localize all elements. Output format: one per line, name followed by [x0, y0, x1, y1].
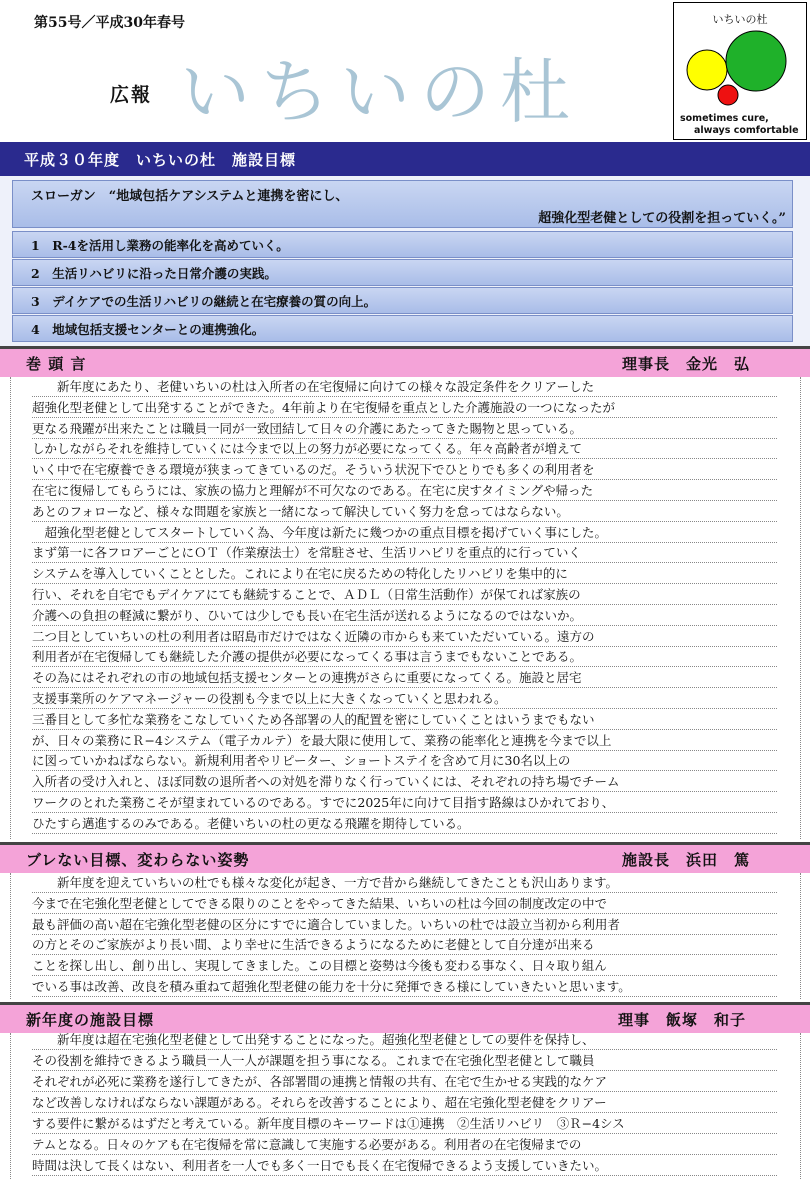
section-title: ブレない目標、変わらない姿勢 [26, 851, 250, 869]
logo-red-circle [718, 85, 738, 105]
goal-item [12, 315, 793, 342]
body-line: 利用者が在宅復帰しても継続した介護の提供が必要になってくる事は言うまでもないことである。 [32, 647, 777, 667]
border-right [800, 377, 801, 839]
goals-heading: 平成３０年度 いちいの杜 施設目標 [24, 151, 297, 169]
section-header-foreword [0, 346, 810, 377]
body-line: 新年度は超在宅強化型老健として出発することになった。超強化型老健としての要件を保持し、 [32, 1030, 777, 1050]
body-line: あとのフォローなど、様々な問題を家族と一緒になって解決していく努力を怠ってはならない。 [32, 502, 777, 522]
section-author: 施設長 浜田 篤 [621, 851, 750, 869]
logo-green-circle [726, 31, 786, 91]
logo-tagline-2: always comfortable [694, 125, 799, 136]
border-left [10, 873, 11, 999]
slogan-box [12, 180, 793, 228]
body-line: まず第一に各フロアーごとにＯＴ（作業療法士）を常駐させ、生活リハビリを重点的に行っていく [32, 543, 777, 563]
border-left [10, 377, 11, 839]
body-line: 最も評価の高い超在宅強化型老健の区分にすでに適合していました。いちいの杜では設立当初から利用者 [32, 915, 777, 935]
body-line: 支援事業所のケアマネージャーの役割も今まで以上に大きくなっていくと思われる。 [32, 689, 777, 709]
body-line: 新年度にあたり、老健いちいの杜は入所者の在宅復帰に向けての様々な設定条件をクリアーした [32, 377, 777, 397]
section-header-director [0, 842, 810, 873]
issue-number: 第55号／平成30年春号 [34, 15, 185, 31]
body-line: ひたすら邁進するのみである。老健いちいの杜の更なる飛躍を期待している。 [32, 814, 777, 834]
goal-item [12, 259, 793, 286]
logo-tagline-1: sometimes cure, [680, 113, 769, 124]
body-line: が、日々の業務にＲ−4システム（電子カルテ）を最大限に使用して、業務の能率化と連携を今まで以上 [32, 731, 777, 751]
body-line: 三番目として多忙な業務をこなしていくため各部署の人的配置を密にしていくことはいうまでもない [32, 710, 777, 730]
body-line: 超強化型老健としてスタートしていく為、今年度は新たに幾つかの重点目標を掲げていく事にした。 [32, 523, 777, 543]
slogan-line-2: 超強化型老健としての役割を担っていく。” [538, 211, 786, 226]
body-line: テムとなる。日々のケアも在宅復帰を常に意識して実施する必要がある。利用者の在宅復帰までの [32, 1135, 777, 1155]
section-author: 理事 飯塚 和子 [617, 1011, 746, 1029]
facility-logo [673, 2, 807, 140]
body-line: その為にはそれぞれの市の地域包括支援センターとの連携がさらに重要になってくる。施設と居宅 [32, 668, 777, 688]
section-title: 巻 頭 言 [26, 355, 87, 373]
goals-header-band [0, 142, 810, 176]
body-line: の方とそのご家族がより長い間、より幸せに生活できるようになるために老健として自分達が出来る [32, 935, 777, 955]
body-line: 超強化型老健として出発することができた。4年前より在宅復帰を重点とした介護施設の一つになったが [32, 398, 777, 418]
border-right [800, 873, 801, 999]
goal-item-text: 3 デイケアでの生活リハビリの継続と在宅療養の質の向上。 [31, 294, 377, 309]
body-line: システムを導入していくこととした。これにより在宅に戻るための特化したリハビリを集中的に [32, 564, 777, 584]
section-title: 新年度の施設目標 [26, 1011, 155, 1029]
body-line: ワークのとれた業務こそが望まれているのである。すでに2025年に向けて目指す路線はひかれており、 [32, 793, 777, 813]
body-line: その役割を維持できるよう職員一人一人が課題を担う事になる。これまで在宅強化型老健として職員 [32, 1051, 777, 1071]
border-right [800, 1033, 801, 1179]
body-line: しかしながらそれを維持していくには今まで以上の努力が必要になってくる。年々高齢者が増えて [32, 439, 777, 459]
goal-item-text: 2 生活リハビリに沿った日常介護の実践。 [31, 266, 277, 281]
body-line: 在宅に復帰してもらうには、家族の協力と理解が不可欠なのである。在宅に戻すタイミングや帰った [32, 481, 777, 501]
body-line: する要件に繋がるはずだと考えている。新年度目標のキーワードは①連携 ②生活リハビリ ③Ｒ−4シス [32, 1114, 777, 1134]
newsletter-title: いちいの杜 [180, 51, 580, 133]
slogan-line-1: スローガン “地域包括ケアシステムと連携を密にし、 [31, 189, 349, 204]
body-line: 今まで在宅強化型老健としてできる限りのことをやってきた結果、いちいの杜は今回の制度改定の中で [32, 894, 777, 914]
body-line: など改善しなければならない課題がある。それらを改善することにより、超在宅強化型老健をクリアー [32, 1093, 777, 1113]
body-line: 更なる飛躍が出来たことは職員一同が一致団結して日々の介護にあたってきた賜物と思っている。 [32, 419, 777, 439]
body-line: 入所者の受け入れと、ほぼ同数の退所者への対処を滞りなく行っていくには、それぞれの持ち場でチーム [32, 772, 777, 792]
goal-item [12, 287, 793, 314]
body-line: いく中で在宅療養できる環境が狭まってきているのだ。そういう状況下でひとりでも多くの利用者を [32, 460, 777, 480]
kouhou-label: 広報 [110, 84, 153, 106]
logo-yellow-circle [687, 50, 727, 90]
goal-item-text: 1 R-4を活用し業務の能率化を高めていく。 [31, 238, 289, 253]
goal-item-text: 4 地域包括支援センターとの連携強化。 [31, 322, 265, 337]
section-header-goals [0, 1002, 810, 1033]
logo-name: いちいの杜 [712, 13, 768, 26]
body-line: ことを探し出し、創り出し、実現してきました。この目標と姿勢は今後も変わる事なく、日々取り組ん [32, 956, 777, 976]
body-line: でいる事は改善、改良を積み重ねて超強化型老健の能力を十分に発揮できる様にしていきたいと思います。 [32, 977, 777, 997]
section-author: 理事長 金光 弘 [621, 355, 750, 373]
body-line: 行い、それを自宅でもデイケアにても継続することで、ＡＤＬ（日常生活動作）が保てれば家族の [32, 585, 777, 605]
body-line: それぞれが必死に業務を遂行してきたが、各部署間の連携と情報の共有、在宅で生かせる実践的なケア [32, 1072, 777, 1092]
border-left [10, 1033, 11, 1179]
goal-item [12, 231, 793, 258]
body-line: 新年度を迎えていちいの杜でも様々な変化が起き、一方で昔から継続してきたことも沢山あります。 [32, 873, 777, 893]
body-line: に図っていかねばならない。新規利用者やリピーター、ショートステイを含めて月に30名以上の [32, 751, 777, 771]
body-line: 二つ目としていちいの杜の利用者は昭島市だけではなく近隣の市からも来ていただいている。遠方の [32, 627, 777, 647]
body-line: 介護への負担の軽減に繋がり、ひいては少しでも長い在宅生活が送れるようになるのではないか。 [32, 606, 777, 626]
body-line: 時間は決して長くはない、利用者を一人でも多く一日でも長く在宅復帰できるよう支援していきたい。 [32, 1156, 777, 1176]
